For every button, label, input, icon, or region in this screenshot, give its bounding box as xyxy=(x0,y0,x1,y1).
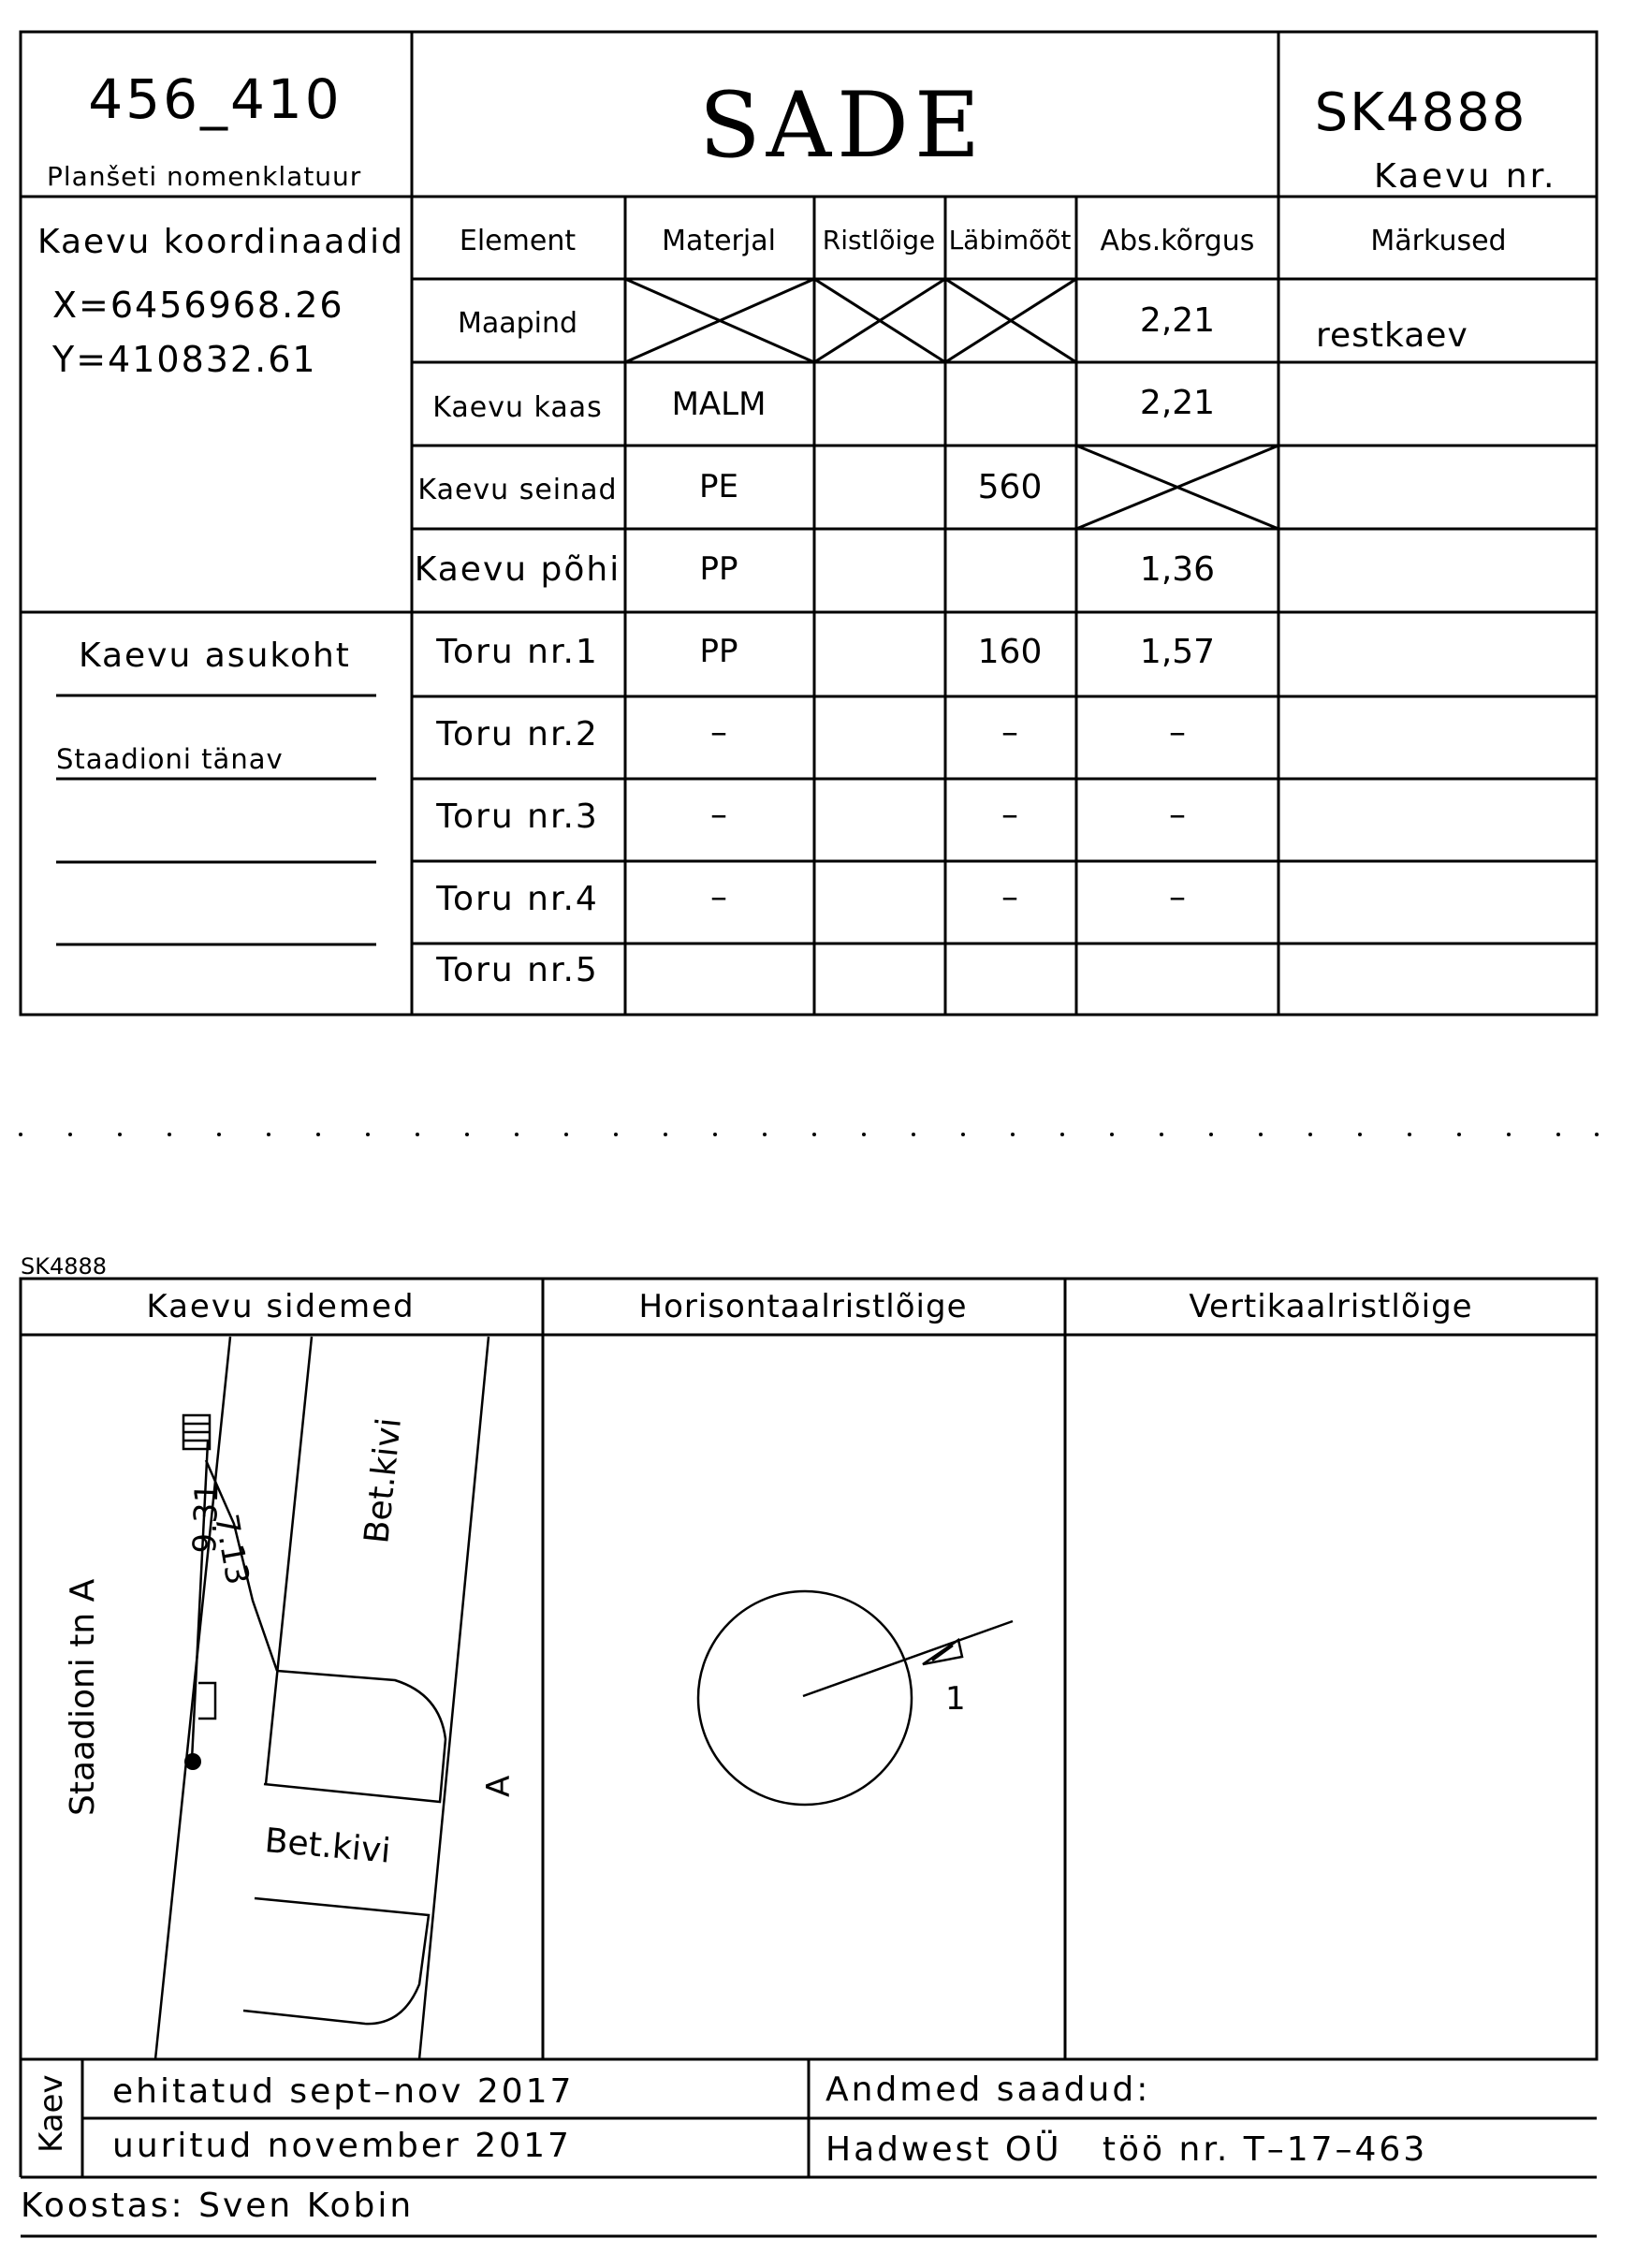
row-element: Toru nr.5 xyxy=(436,951,599,989)
sheet-type: SADE xyxy=(698,73,986,178)
coordinate-y: Y=410832.61 xyxy=(52,339,317,380)
row-element: Kaevu põhi xyxy=(414,550,621,589)
location-street: Staadioni tänav xyxy=(56,743,284,775)
well-number-label: Kaevu nr. xyxy=(1374,157,1557,196)
nomenclature-label: Planšeti nomenklatuur xyxy=(47,161,362,192)
row-element: Toru nr.1 xyxy=(436,633,599,671)
row-diameter: – xyxy=(1001,713,1018,752)
row-element: Maapind xyxy=(457,307,578,340)
paving-label-lower: Bet.kivi xyxy=(263,1822,392,1871)
dimension-label-1: 9.31 xyxy=(186,1482,226,1555)
row-remarks: restkaev xyxy=(1316,316,1468,355)
column-title-vertical: Vertikaalristlõige xyxy=(1189,1288,1473,1325)
coordinates-heading: Kaevu koordinaadid xyxy=(37,223,405,261)
site-sketch xyxy=(155,1337,489,2059)
location-heading: Kaevu asukoht xyxy=(79,637,351,675)
header-diameter: Läbimõõt xyxy=(948,225,1072,256)
coordinate-x: X=6456968.26 xyxy=(52,285,344,326)
header-abs-height: Abs.kõrgus xyxy=(1100,225,1255,257)
row-abs-height: 1,36 xyxy=(1139,550,1216,589)
compiled-by: Koostas: Sven Kobin xyxy=(21,2187,415,2225)
row-diameter: – xyxy=(1001,878,1018,916)
row-element: Toru nr.2 xyxy=(436,715,599,754)
sketch-tag: SK4888 xyxy=(21,1253,108,1280)
data-source-label: Andmed saadud: xyxy=(825,2070,1151,2109)
row-material: – xyxy=(710,878,727,916)
data-source: Hadwest OÜ töö nr. T–17–463 xyxy=(825,2130,1428,2169)
row-material: MALM xyxy=(671,386,767,423)
reference-point-icon xyxy=(184,1753,201,1770)
pipe-number-label: 1 xyxy=(945,1680,966,1718)
column-title-connections: Kaevu sidemed xyxy=(146,1288,416,1325)
row-abs-height: – xyxy=(1169,713,1186,752)
row-material: – xyxy=(710,713,727,752)
row-abs-height: – xyxy=(1169,796,1186,834)
row-diameter: 560 xyxy=(977,468,1043,506)
row-element: Toru nr.4 xyxy=(436,880,599,918)
dotted-separator xyxy=(19,1133,1599,1136)
header-element: Element xyxy=(459,225,577,257)
row-material: PP xyxy=(699,633,738,670)
row-diameter: 160 xyxy=(977,633,1043,671)
street-label: Staadioni tn A xyxy=(64,1578,102,1816)
header-section: Ristlõige xyxy=(822,225,936,256)
row-material: PP xyxy=(699,550,738,588)
row-abs-height: – xyxy=(1169,878,1186,916)
surveyed-date: uuritud november 2017 xyxy=(112,2127,572,2165)
well-number: SK4888 xyxy=(1314,82,1527,143)
header-remarks: Märkused xyxy=(1370,225,1507,257)
row-abs-height: 2,21 xyxy=(1139,301,1216,340)
dimension-label-2: 7.13 xyxy=(207,1511,256,1588)
row-abs-height: 2,21 xyxy=(1139,384,1216,422)
symbol-a-label: A xyxy=(480,1775,518,1797)
row-diameter: – xyxy=(1001,796,1018,834)
paving-label-upper: Bet.kivi xyxy=(358,1415,410,1545)
nomenclature: 456_410 xyxy=(88,67,343,131)
row-abs-height: 1,57 xyxy=(1139,633,1216,671)
built-date: ehitatud sept–nov 2017 xyxy=(112,2072,575,2111)
column-title-horizontal: Horisontaalristlõige xyxy=(638,1288,968,1325)
row-material: – xyxy=(710,796,727,834)
row-element: Kaevu seinad xyxy=(417,474,618,506)
row-material: PE xyxy=(699,468,738,505)
row-element: Toru nr.3 xyxy=(436,797,599,836)
header-material: Materjal xyxy=(662,225,776,257)
footer-side-label: Kaev xyxy=(33,2074,70,2153)
row-element: Kaevu kaas xyxy=(432,391,603,424)
